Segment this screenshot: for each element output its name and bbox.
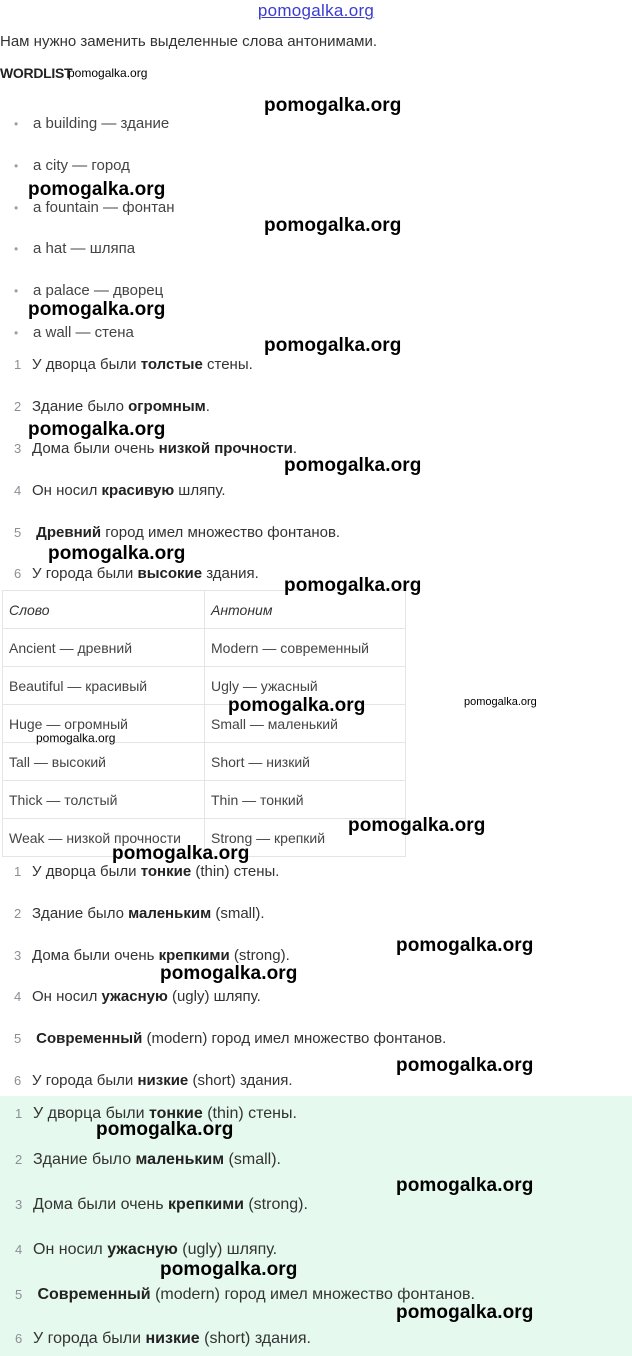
watermark: pomogalka.org: [284, 575, 422, 596]
table-cell: Thick — толстый: [3, 781, 205, 819]
table-row: [3, 743, 406, 781]
exercise-row: 3 Дома были очень низкой прочности.: [14, 440, 298, 457]
watermark: pomogalka.org: [396, 935, 534, 956]
table-header: Слово: [3, 591, 205, 629]
wordlist-site-caption: pomogalka.org: [68, 66, 148, 80]
table-cell: Thin — тонкий: [205, 781, 406, 819]
watermark: pomogalka.org: [284, 455, 422, 476]
answer-row: 6 У города были низкие (short) здания.: [14, 1072, 293, 1089]
table-cell: Huge — огромный: [3, 705, 205, 743]
list-item: • a city — город: [14, 157, 130, 174]
bullet-icon: •: [14, 201, 19, 215]
answer-row: 3 Дома были очень крепкими (strong).: [15, 1196, 308, 1213]
bullet-icon: •: [14, 284, 19, 298]
list-item: • a palace — дворец: [14, 282, 164, 299]
list-item: • a building — здание: [14, 115, 170, 132]
watermark: pomogalka.org: [160, 963, 298, 984]
exercise-row: 4 Он носил красивую шляпу.: [14, 482, 226, 499]
watermark: pomogalka.org: [48, 543, 186, 564]
table-row: [3, 629, 406, 667]
list-item: • a fountain — фонтан: [14, 199, 175, 216]
answer-row: 5 Современный (modern) город имел множество фонтанов.: [15, 1286, 475, 1303]
site-header-link[interactable]: pomogalka.org: [257, 1, 375, 20]
answer-row: 2 Здание было маленьким (small).: [14, 905, 265, 922]
watermark: pomogalka.org: [264, 95, 402, 116]
list-item: • a hat — шляпа: [14, 240, 136, 257]
table-cell: Ugly — ужасный: [205, 667, 406, 705]
bullet-icon: •: [14, 326, 19, 340]
watermark: pomogalka.org: [396, 1055, 534, 1076]
answer-row: 1 У дворца были тонкие (thin) стены.: [15, 1105, 297, 1122]
bullet-icon: •: [14, 242, 19, 256]
watermark: pomogalka.org: [28, 419, 166, 440]
watermark: pomogalka.org: [28, 299, 166, 320]
task-intro: Нам нужно заменить выделенные слова антонимами.: [0, 33, 378, 50]
watermark: pomogalka.org: [36, 731, 116, 745]
exercise-row: 1 У дворца были толстые стены.: [14, 356, 253, 373]
watermark: pomogalka.org: [464, 696, 537, 708]
table-cell: Beautiful — красивый: [3, 667, 205, 705]
answer-row: 4 Он носил ужасную (ugly) шляпу.: [15, 1241, 278, 1258]
watermark: pomogalka.org: [264, 335, 402, 356]
watermark: pomogalka.org: [96, 1119, 234, 1140]
table-row: [3, 781, 406, 819]
table-cell: Weak — низкой прочности: [3, 819, 205, 857]
table-cell: Short — низкий: [205, 743, 406, 781]
wordlist-label: WORDLIST: [0, 65, 73, 81]
watermark: pomogalka.org: [396, 1175, 534, 1196]
highlighted-answer-box: [0, 1096, 632, 1356]
table-cell: Ancient — древний: [3, 629, 205, 667]
exercise-row: 2 Здание было огромным.: [14, 398, 210, 415]
watermark: pomogalka.org: [264, 215, 402, 236]
antonym-table: [2, 590, 406, 857]
answer-row: 4 Он носил ужасную (ugly) шляпу.: [14, 988, 261, 1005]
exercise-row: 6 У города были высокие здания.: [14, 565, 259, 582]
table-header: Антоним: [205, 591, 406, 629]
table-cell: Strong — крепкий: [205, 819, 406, 857]
exercise-row: 5 Древний город имел множество фонтанов.: [14, 524, 341, 541]
table-cell: Tall — высокий: [3, 743, 205, 781]
answer-row: 1 У дворца были тонкие (thin) стены.: [14, 863, 280, 880]
watermark: pomogalka.org: [348, 815, 486, 836]
table-cell: Modern — современный: [205, 629, 406, 667]
watermark: pomogalka.org: [28, 179, 166, 200]
answer-row: 5 Современный (modern) город имел множество фонтанов.: [14, 1030, 447, 1047]
answer-row: 3 Дома были очень крепкими (strong).: [14, 947, 290, 964]
watermark: pomogalka.org: [396, 1302, 534, 1323]
watermark: pomogalka.org: [228, 695, 366, 716]
bullet-icon: •: [14, 159, 19, 173]
watermark: pomogalka.org: [160, 1259, 298, 1280]
table-cell: Small — маленький: [205, 705, 406, 743]
list-item: • a wall — стена: [14, 324, 134, 341]
answer-row: 2 Здание было маленьким (small).: [15, 1151, 281, 1168]
bullet-icon: •: [14, 117, 19, 131]
watermark: pomogalka.org: [112, 843, 250, 864]
answer-row: 6 У города были низкие (short) здания.: [15, 1330, 311, 1347]
